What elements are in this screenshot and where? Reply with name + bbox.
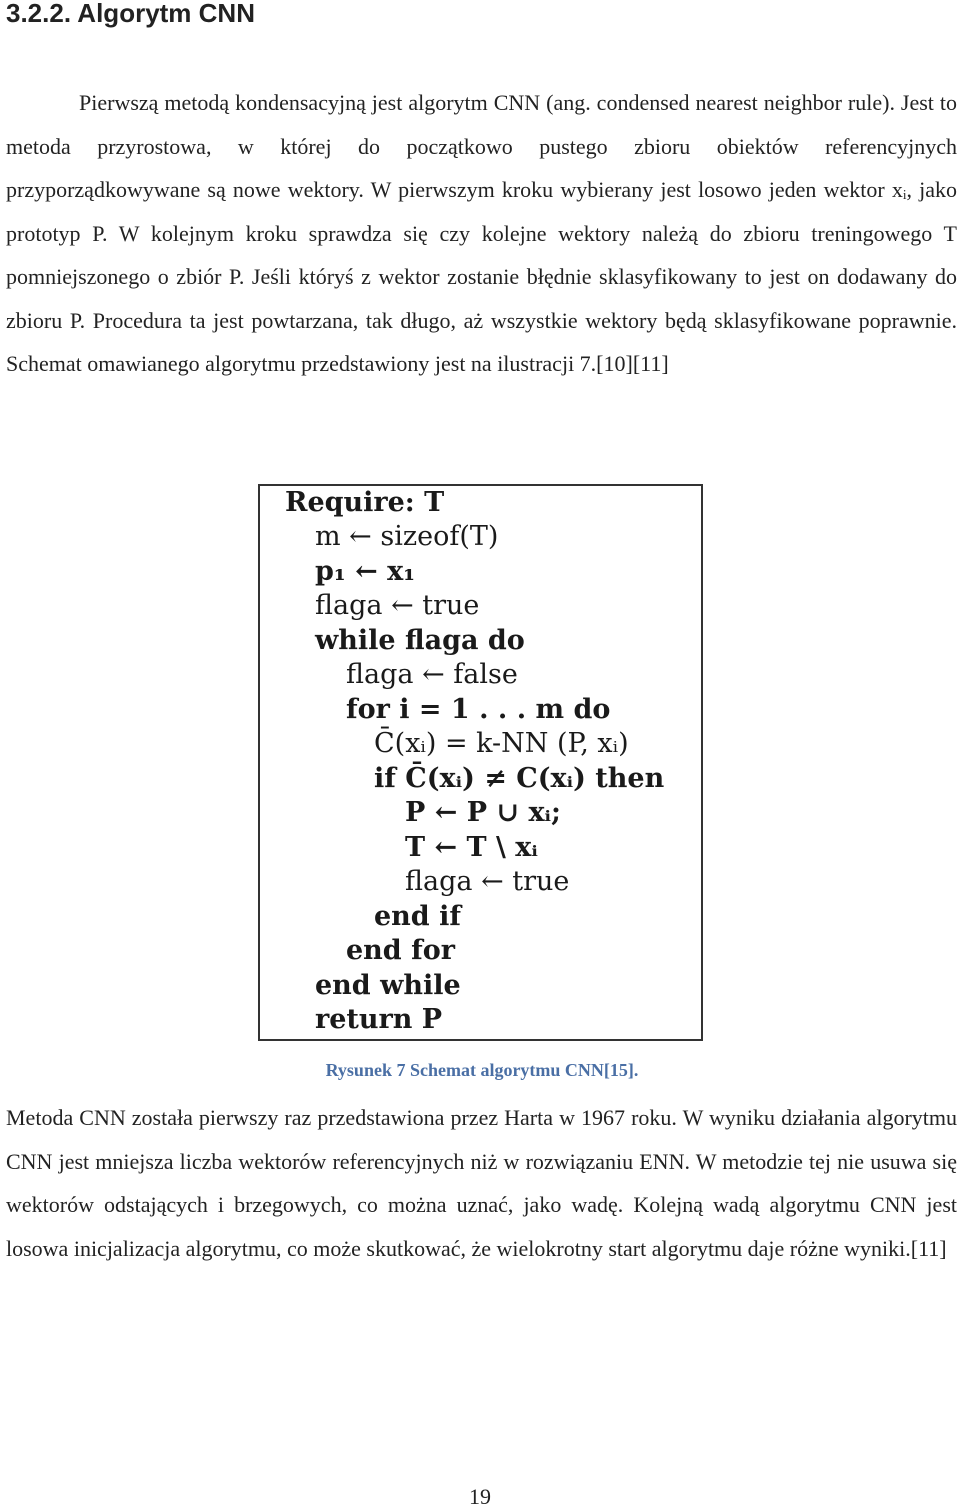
algo-line-flaga-false: flaga ← false — [346, 659, 518, 690]
algo-line-flaga-true-inner: flaga ← true — [405, 866, 570, 897]
algo-line-require: Require: T — [285, 487, 445, 518]
figure-caption — [0, 1060, 960, 1081]
history-paragraph — [6, 1096, 957, 1270]
algo-line-return: return P — [315, 1004, 443, 1035]
intro-paragraph-text: Pierwszą metodą kondensacyjną jest algorytm CNN (ang. condensed nearest neighbor rule). Jest to metoda przyrostowa, w której do początkowo pustego zbioru obiektów referencyjnych przyporządkowywane są nowe wektory. W pierwszym kroku wybierany jest losowo jeden wektor xᵢ, jako prototyp P. W kolejnym kroku sprawdza się czy kolejne wektory należą do zbioru treningowego T pomniejszonego o zbiór P. Jeśli któryś z wektor zostanie błędnie sklasyfikowany to jest on dodawany do zbioru P. Procedura ta jest powtarzana, tak długo, aż wszystkie wektory będą sklasyfikowane poprawnie. Schemat omawianego algorytmu przedstawiony jest na ilustracji 7.[10][11] — [6, 90, 957, 376]
page-number: 19 — [469, 1484, 491, 1509]
algo-line-end-while: end while — [315, 970, 461, 1001]
algo-line-end-if: end if — [374, 901, 461, 932]
algo-line-for: for i = 1 . . . m do — [346, 694, 611, 725]
algo-line-t-minus: T ← T \ xᵢ — [405, 832, 538, 863]
figure-caption-text: Rysunek 7 Schemat algorytmu CNN[15]. — [325, 1060, 639, 1080]
algo-line-if: if C̄(xᵢ) ≠ C(xᵢ) then — [374, 763, 665, 794]
algo-line-flaga-true: flaga ← true — [315, 590, 480, 621]
algo-line-while: while flaga do — [315, 625, 525, 656]
algo-line-end-for: end for — [346, 935, 455, 966]
section-heading: 3.2.2. Algorytm CNN — [6, 0, 255, 28]
history-paragraph-text: Metoda CNN została pierwszy raz przedstawiona przez Harta w 1967 roku. W wyniku działania algorytmu CNN jest mniejsza liczba wektorów referencyjnych niż w rozwiązaniu ENN. W metodzie tej nie usuwa się wektorów odstających i brzegowych, co można uznać, jako wadę. Kolejną wadą algorytmu CNN jest losowa inicjalizacja algorytmu, co może skutkować, że wielokrotny start algorytmu daje różne wyniki.[11] — [6, 1105, 957, 1261]
algo-line-p-union: P ← P ∪ xᵢ; — [405, 797, 561, 828]
algo-line-m-sizeof: m ← sizeof(T) — [315, 521, 499, 552]
algorithm-figure — [258, 484, 703, 1041]
algo-line-knn: C̄(xᵢ) = k-NN (P, xᵢ) — [374, 728, 629, 759]
intro-paragraph — [6, 81, 957, 386]
algo-line-p1: p₁ ← x₁ — [315, 556, 416, 587]
